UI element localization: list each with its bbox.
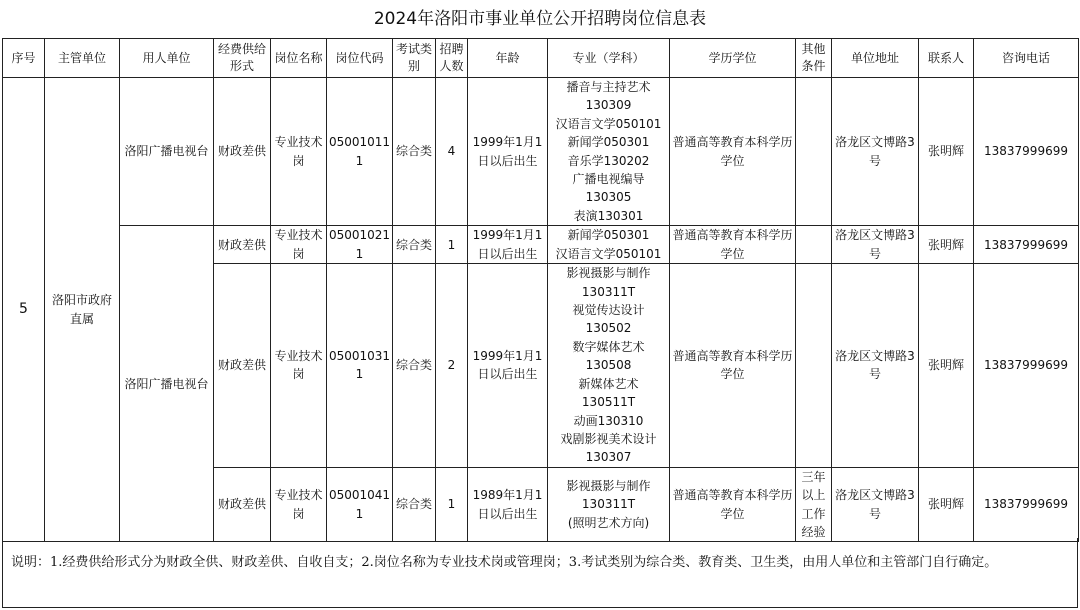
employer-cell: 洛阳广播电视台 xyxy=(120,78,214,226)
age-cell: 1999年1月1日以后出生 xyxy=(468,78,548,226)
table-title: 2024年洛阳市事业单位公开招聘岗位信息表 xyxy=(373,9,707,29)
table-row xyxy=(3,78,1079,226)
major-line: 数字媒体艺术 xyxy=(572,339,645,354)
header-other: 其他条件 xyxy=(796,39,832,78)
major-cell xyxy=(548,78,670,226)
header-funding: 经费供给形式 xyxy=(214,39,271,78)
major-line: 表演130301 xyxy=(573,208,644,223)
header-phone: 咨询电话 xyxy=(974,39,1079,78)
major-cell xyxy=(548,264,670,467)
phone-cell: 13837999699 xyxy=(974,264,1079,467)
exam-type-cell: 综合类 xyxy=(393,78,436,226)
education-cell: 普通高等教育本科学历学位 xyxy=(670,467,796,542)
major-line: 新闻学050301 xyxy=(567,135,650,150)
major-line: (照明艺术方向) xyxy=(567,515,650,530)
post-name-cell: 专业技术岗 xyxy=(271,78,327,226)
header-employer: 用人单位 xyxy=(120,39,214,78)
header-hire-count: 招聘人数 xyxy=(436,39,468,78)
major-line: 130309 xyxy=(585,98,632,113)
other-conditions-cell xyxy=(796,78,832,226)
major-line: 视觉传达设计 xyxy=(572,303,645,318)
exam-type-cell: 综合类 xyxy=(393,226,436,264)
major-line: 130511T xyxy=(581,395,636,410)
phone-cell: 13837999699 xyxy=(974,467,1079,542)
phone-cell: 13837999699 xyxy=(974,78,1079,226)
other-conditions-cell xyxy=(796,226,832,264)
major-line: 新媒体艺术 xyxy=(578,376,639,391)
header-post-code: 岗位代码 xyxy=(327,39,393,78)
header-education: 学历学位 xyxy=(670,39,796,78)
hire-count-cell: 2 xyxy=(436,264,468,467)
post-name-cell: 专业技术岗 xyxy=(271,467,327,542)
education-cell: 普通高等教育本科学历学位 xyxy=(670,264,796,467)
employer-cell: 洛阳广播电视台 xyxy=(120,226,214,542)
hire-count-cell: 1 xyxy=(436,467,468,542)
header-major: 专业（学科） xyxy=(548,39,670,78)
exam-type-cell: 综合类 xyxy=(393,264,436,467)
major-line: 影视摄影与制作 xyxy=(566,478,651,493)
education-cell: 普通高等教育本科学历学位 xyxy=(670,78,796,226)
funding-cell: 财政差供 xyxy=(214,226,271,264)
major-line: 播音与主持艺术 xyxy=(566,80,651,94)
age-cell: 1999年1月1日以后出生 xyxy=(468,226,548,264)
major-line: 130311T xyxy=(581,284,636,299)
post-code-cell: 050010211 xyxy=(327,226,393,264)
contact-cell: 张明辉 xyxy=(919,264,974,467)
header-contact: 联系人 xyxy=(919,39,974,78)
major-cell xyxy=(548,467,670,542)
table-row xyxy=(3,226,1079,264)
hire-count-cell: 1 xyxy=(436,226,468,264)
major-line: 汉语言文学050101 xyxy=(555,116,662,131)
major-line: 影视摄影与制作 xyxy=(566,266,651,281)
seq-cell: 5 xyxy=(3,78,45,542)
post-code-cell: 050010111 xyxy=(327,78,393,226)
post-name-cell: 专业技术岗 xyxy=(271,226,327,264)
major-line: 动画130310 xyxy=(573,413,644,428)
post-name-cell: 专业技术岗 xyxy=(271,264,327,467)
address-cell: 洛龙区文博路3号 xyxy=(832,264,919,467)
header-address: 单位地址 xyxy=(832,39,919,78)
funding-cell: 财政差供 xyxy=(214,264,271,467)
major-line: 130502 xyxy=(585,321,632,336)
major-cell xyxy=(548,226,670,264)
post-code-cell: 050010311 xyxy=(327,264,393,467)
contact-cell: 张明辉 xyxy=(919,226,974,264)
authority-cell: 洛阳市政府直属 xyxy=(45,78,120,542)
major-line: 130305 xyxy=(585,190,632,205)
header-seq: 序号 xyxy=(3,39,45,78)
age-cell: 1999年1月1日以后出生 xyxy=(468,264,548,467)
major-line: 广播电视编导 xyxy=(572,172,645,187)
major-line: 130311T xyxy=(581,497,636,512)
major-line: 音乐学130202 xyxy=(567,153,650,168)
post-code-cell: 050010411 xyxy=(327,467,393,542)
major-line: 130508 xyxy=(585,358,632,373)
header-exam-type: 考试类别 xyxy=(393,39,436,78)
contact-cell: 张明辉 xyxy=(919,78,974,226)
major-line: 戏剧影视美术设计 xyxy=(560,431,657,446)
major-line: 新闻学050301 xyxy=(567,228,650,243)
exam-type-cell: 综合类 xyxy=(393,467,436,542)
header-authority: 主管单位 xyxy=(45,39,120,78)
funding-cell: 财政差供 xyxy=(214,78,271,226)
major-line: 130307 xyxy=(585,450,632,465)
table-note: 说明：1.经费供给形式分为财政全供、财政差供、自收自支；2.岗位名称为专业技术岗或管理岗；3.考试类别为综合类、教育类、卫生类，由用人单位和主管部门自行确定。 xyxy=(2,538,1078,608)
age-cell: 1989年1月1日以后出生 xyxy=(468,467,548,542)
header-age: 年龄 xyxy=(468,39,548,78)
header-row xyxy=(3,39,1079,78)
other-conditions-cell: 三年以上工作经验 xyxy=(796,467,832,542)
address-cell: 洛龙区文博路3号 xyxy=(832,226,919,264)
address-cell: 洛龙区文博路3号 xyxy=(832,467,919,542)
header-post-name: 岗位名称 xyxy=(271,39,327,78)
major-line: 汉语言文学050101 xyxy=(555,246,662,261)
recruitment-table xyxy=(2,38,1079,542)
hire-count-cell: 4 xyxy=(436,78,468,226)
other-conditions-cell xyxy=(796,264,832,467)
phone-cell: 13837999699 xyxy=(974,226,1079,264)
education-cell: 普通高等教育本科学历学位 xyxy=(670,226,796,264)
funding-cell: 财政差供 xyxy=(214,467,271,542)
address-cell: 洛龙区文博路3号 xyxy=(832,78,919,226)
contact-cell: 张明辉 xyxy=(919,467,974,542)
